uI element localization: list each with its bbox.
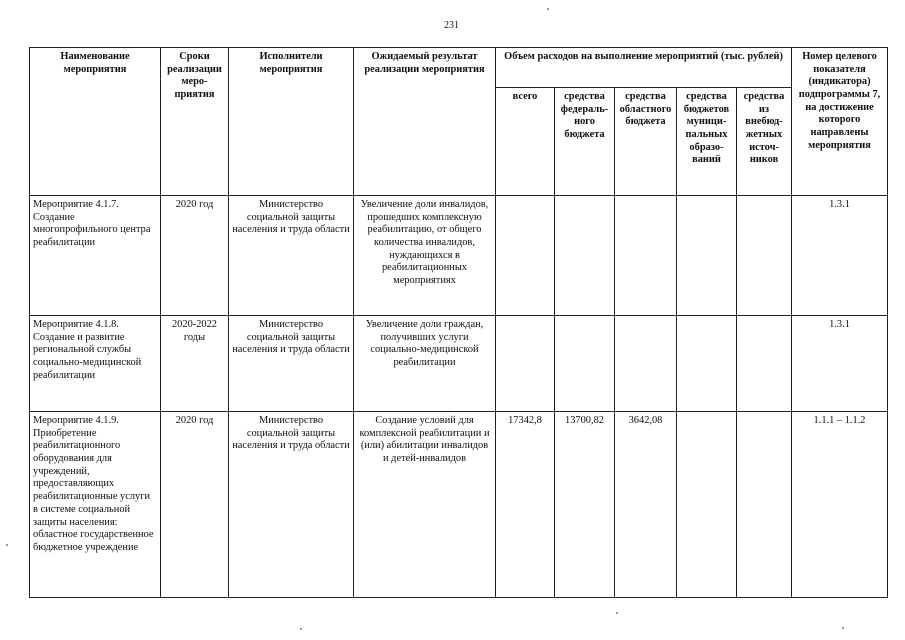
row-federal (555, 316, 615, 412)
row-regional (615, 196, 677, 316)
row-total: 17342,8 (496, 412, 555, 598)
row-extrabudget (737, 412, 792, 598)
row-terms: 2020 год (161, 196, 229, 316)
row-extrabudget (737, 316, 792, 412)
row-municipal (677, 316, 737, 412)
row-name: Мероприятие 4.1.8. Создание и развитие региональной службы социально-медицинской реабилитации (30, 316, 161, 412)
scan-speck (616, 612, 618, 614)
row-terms: 2020-2022 годы (161, 316, 229, 412)
row-indicator: 1.1.1 – 1.1.2 (792, 412, 888, 598)
row-name: Мероприятие 4.1.9. Приобретение реабилитационного оборудования для учреждений, предоставляющих реабилитационные услуги в системе социальной защиты населения: областное государственное бюджетное учреждение (30, 412, 161, 598)
row-name: Мероприятие 4.1.7. Создание многопрофильного центра реабилитации (30, 196, 161, 316)
table-row (30, 196, 888, 316)
row-executors: Министерство социальной защиты населения и труда области (229, 196, 354, 316)
row-result: Увеличение доли граждан, получивших услуги социально-медицинской реабилитации (354, 316, 496, 412)
row-total (496, 196, 555, 316)
scan-speck (300, 628, 302, 630)
row-executors: Министерство социальной защиты населения и труда области (229, 316, 354, 412)
row-regional (615, 316, 677, 412)
header-result: Ожидаемый результат реализации мероприятия (354, 48, 496, 196)
header-terms: Сроки реализации меро-приятия (161, 48, 229, 196)
header-municipal: средства бюджетов муници-пальных образо-ваний (677, 88, 737, 196)
row-municipal (677, 412, 737, 598)
scan-speck (6, 544, 8, 546)
header-executors: Исполнители мероприятия (229, 48, 354, 196)
row-terms: 2020 год (161, 412, 229, 598)
row-regional: 3642,08 (615, 412, 677, 598)
row-result: Создание условий для комплексной реабилитации и (или) абилитации инвалидов и детей-инвалидов (354, 412, 496, 598)
row-federal (555, 196, 615, 316)
row-municipal (677, 196, 737, 316)
table-row (30, 412, 888, 598)
header-expenses: Объем расходов на выполнение мероприятий (тыс. рублей) (496, 48, 792, 88)
header-indicator: Номер целевого показателя (индикатора) подпрограммы 7, на достижение которого направлены мероприятия (792, 48, 888, 196)
header-regional: средства областного бюджета (615, 88, 677, 196)
scan-speck (842, 627, 844, 629)
row-result: Увеличение доли инвалидов, прошедших комплексную реабилитацию, от общего количества инвалидов, нуждающихся в реабилитационных мероприятиях (354, 196, 496, 316)
header-extrabudget: средства из внебюд-жетных источ-ников (737, 88, 792, 196)
row-indicator: 1.3.1 (792, 196, 888, 316)
activities-table (29, 47, 888, 598)
row-federal: 13700,82 (555, 412, 615, 598)
table-row (30, 316, 888, 412)
scan-speck (547, 8, 549, 10)
page-number: 231 (444, 20, 459, 31)
row-total (496, 316, 555, 412)
row-indicator: 1.3.1 (792, 316, 888, 412)
row-extrabudget (737, 196, 792, 316)
header-name: Наименование мероприятия (30, 48, 161, 196)
header-federal: средства федераль-ного бюджета (555, 88, 615, 196)
header-total: всего (496, 88, 555, 196)
row-executors: Министерство социальной защиты населения и труда области (229, 412, 354, 598)
header-row-1 (30, 48, 888, 88)
